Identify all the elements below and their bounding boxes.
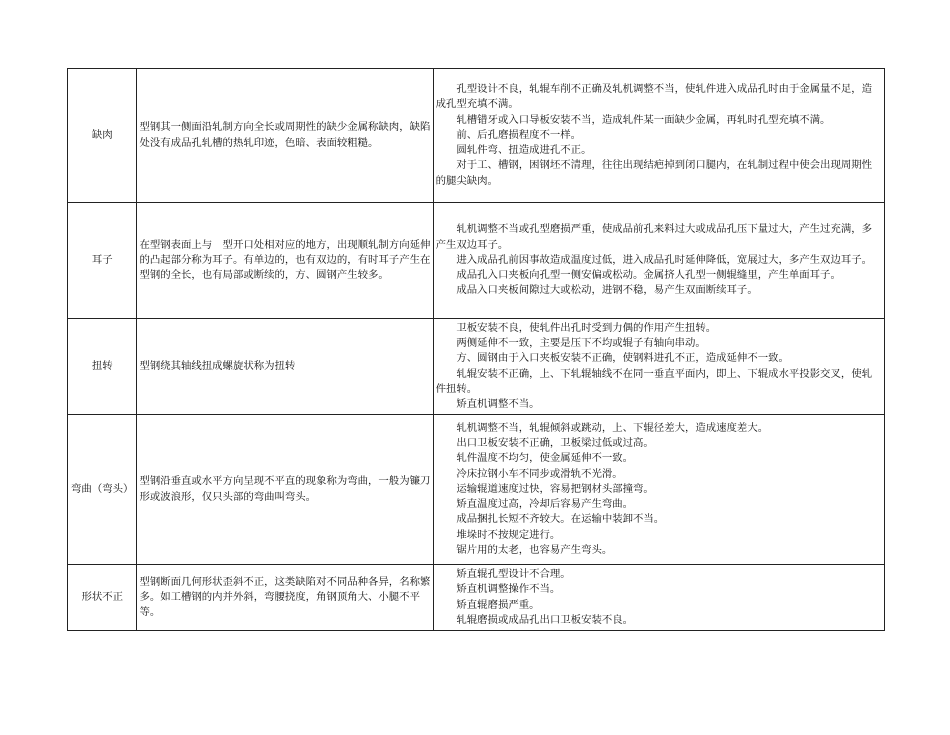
cause-item: 成品入口夹板间隙过大或松动，进钢不稳，易产生双面断续耳子。 xyxy=(456,284,758,297)
cause-item: 轧辊安装不正确，上、下轧辊轴线不在同一垂直平面内，即上、下辊成水平投影交叉，使轧件扭转。 xyxy=(435,367,873,395)
cause-item: 轧机调整不当或孔型磨损严重，使成品前孔来料过大或成品孔压下量过大，产生过充满，多产生双边耳子。 xyxy=(435,223,873,251)
defect-cause-cell xyxy=(433,69,884,203)
cause-item: 两侧延伸不一致，主要是压下不均或辊子有轴向串动。 xyxy=(456,337,706,350)
cause-item: 矫直温度过高，冷却后容易产生弯曲。 xyxy=(456,498,634,511)
table-row xyxy=(68,319,885,415)
defect-description-cell: 型钢断面几何形状歪斜不正，这类缺陷对不同品种各异，名称繁多。如工槽钢的内并外斜，弯腰挠度，角钢顶角大、小腿不平等。 xyxy=(137,565,433,631)
defect-description-cell: 在型钢表面上与 型开口处相对应的地方，出现顺轧制方向延伸的凸起部分称为耳子。有单边的，也有双边的，有时耳子产生在型钢的全长，也有局部或断续的，方、圆钢产生较多。 xyxy=(137,203,433,319)
cause-item: 成品孔入口夹板向孔型一侧安偏或松动。金属挤人孔型一侧辊缝里，产生单面耳子。 xyxy=(456,269,841,282)
cause-item: 成品捆扎长短不齐较大。在运输中装卸不当。 xyxy=(456,513,665,526)
cause-item: 出口卫板安装不正确，卫板梁过低或过高。 xyxy=(456,437,654,450)
defect-description-cell: 型钢其一侧面沿轧制方向全长或周期性的缺少金属称缺肉，缺陷处没有成品孔轧槽的热轧印迹，色暗、表面较粗糙。 xyxy=(137,69,433,203)
defect-name-cell: 弯曲（弯头） xyxy=(68,415,137,565)
cause-item: 运输辊道速度过快，容易把钢材头部撞弯。 xyxy=(456,482,654,495)
cause-item: 方、圆钢由于入口夹板安装不正确，使钢料进孔不正，造成延伸不一致。 xyxy=(456,352,789,365)
defect-cause-cell xyxy=(433,565,884,631)
cause-item: 进入成品孔前因事故造成温度过低，进入成品孔时延伸降低，宽展过大，多产生双边耳子。 xyxy=(456,253,873,266)
defect-name-cell: 缺肉 xyxy=(68,69,137,203)
cause-item: 矫直机调整操作不当。 xyxy=(456,583,561,596)
cause-item: 锯片用的太老，也容易产生弯头。 xyxy=(456,543,613,556)
cause-item: 堆垛时不按规定进行。 xyxy=(456,528,561,541)
table-row xyxy=(68,415,885,565)
cause-item: 孔型设计不良，轧辊车削不正确及轧机调整不当，使轧件进入成品孔时由于金属量不足，造成孔型充填不满。 xyxy=(435,83,873,111)
defect-cause-cell xyxy=(433,203,884,319)
cause-item: 矫直机调整不当。 xyxy=(456,397,540,410)
table-row xyxy=(68,203,885,319)
cause-item: 轧辊磨损或成品孔出口卫板安装不良。 xyxy=(456,613,634,626)
defect-table xyxy=(67,68,885,631)
cause-item: 前、后孔磨损程度不一样。 xyxy=(456,128,582,141)
defect-description-cell: 型钢绕其轴线扭成螺旋状称为扭转 xyxy=(137,319,433,415)
table-body xyxy=(68,69,885,631)
defect-name-cell: 形状不正 xyxy=(68,565,137,631)
cause-item: 矫直辊孔型设计不合理。 xyxy=(456,568,571,581)
cause-item: 圆轧件弯、扭造成进孔不正。 xyxy=(456,144,592,157)
defect-cause-cell xyxy=(433,415,884,565)
cause-item: 轧件温度不均匀，使金属延伸不一致。 xyxy=(456,452,634,465)
table-row xyxy=(68,565,885,631)
cause-item: 对于工、槽钢，困钢坯不清理，往往出现结疤掉到闭口腿内，在轧制过程中使会出现周期性的腿尖缺肉。 xyxy=(435,159,873,187)
cause-item: 轧槽错牙或入口导板安装不当，造成轧件某一面缺少金属，再轧时孔型充填不满。 xyxy=(456,113,831,126)
defect-name-cell: 耳子 xyxy=(68,203,137,319)
cause-item: 冷床拉钢小车不同步或滑轨不光滑。 xyxy=(456,467,623,480)
defect-description-cell: 型钢沿垂直或水平方向呈现不平直的现象称为弯曲，一般为镰刀形或波浪形，仅只头部的弯曲叫弯头。 xyxy=(137,415,433,565)
cause-item: 矫直辊磨损严重。 xyxy=(456,598,540,611)
cause-item: 轧机调整不当，轧辊倾斜或跳动，上、下辊径差大，造成速度差大。 xyxy=(456,422,769,435)
defect-name-cell: 扭转 xyxy=(68,319,137,415)
cause-item: 卫板安装不良，使轧件出孔时受到力偶的作用产生扭转。 xyxy=(456,321,717,334)
table-row xyxy=(68,69,885,203)
defect-cause-cell xyxy=(433,319,884,415)
